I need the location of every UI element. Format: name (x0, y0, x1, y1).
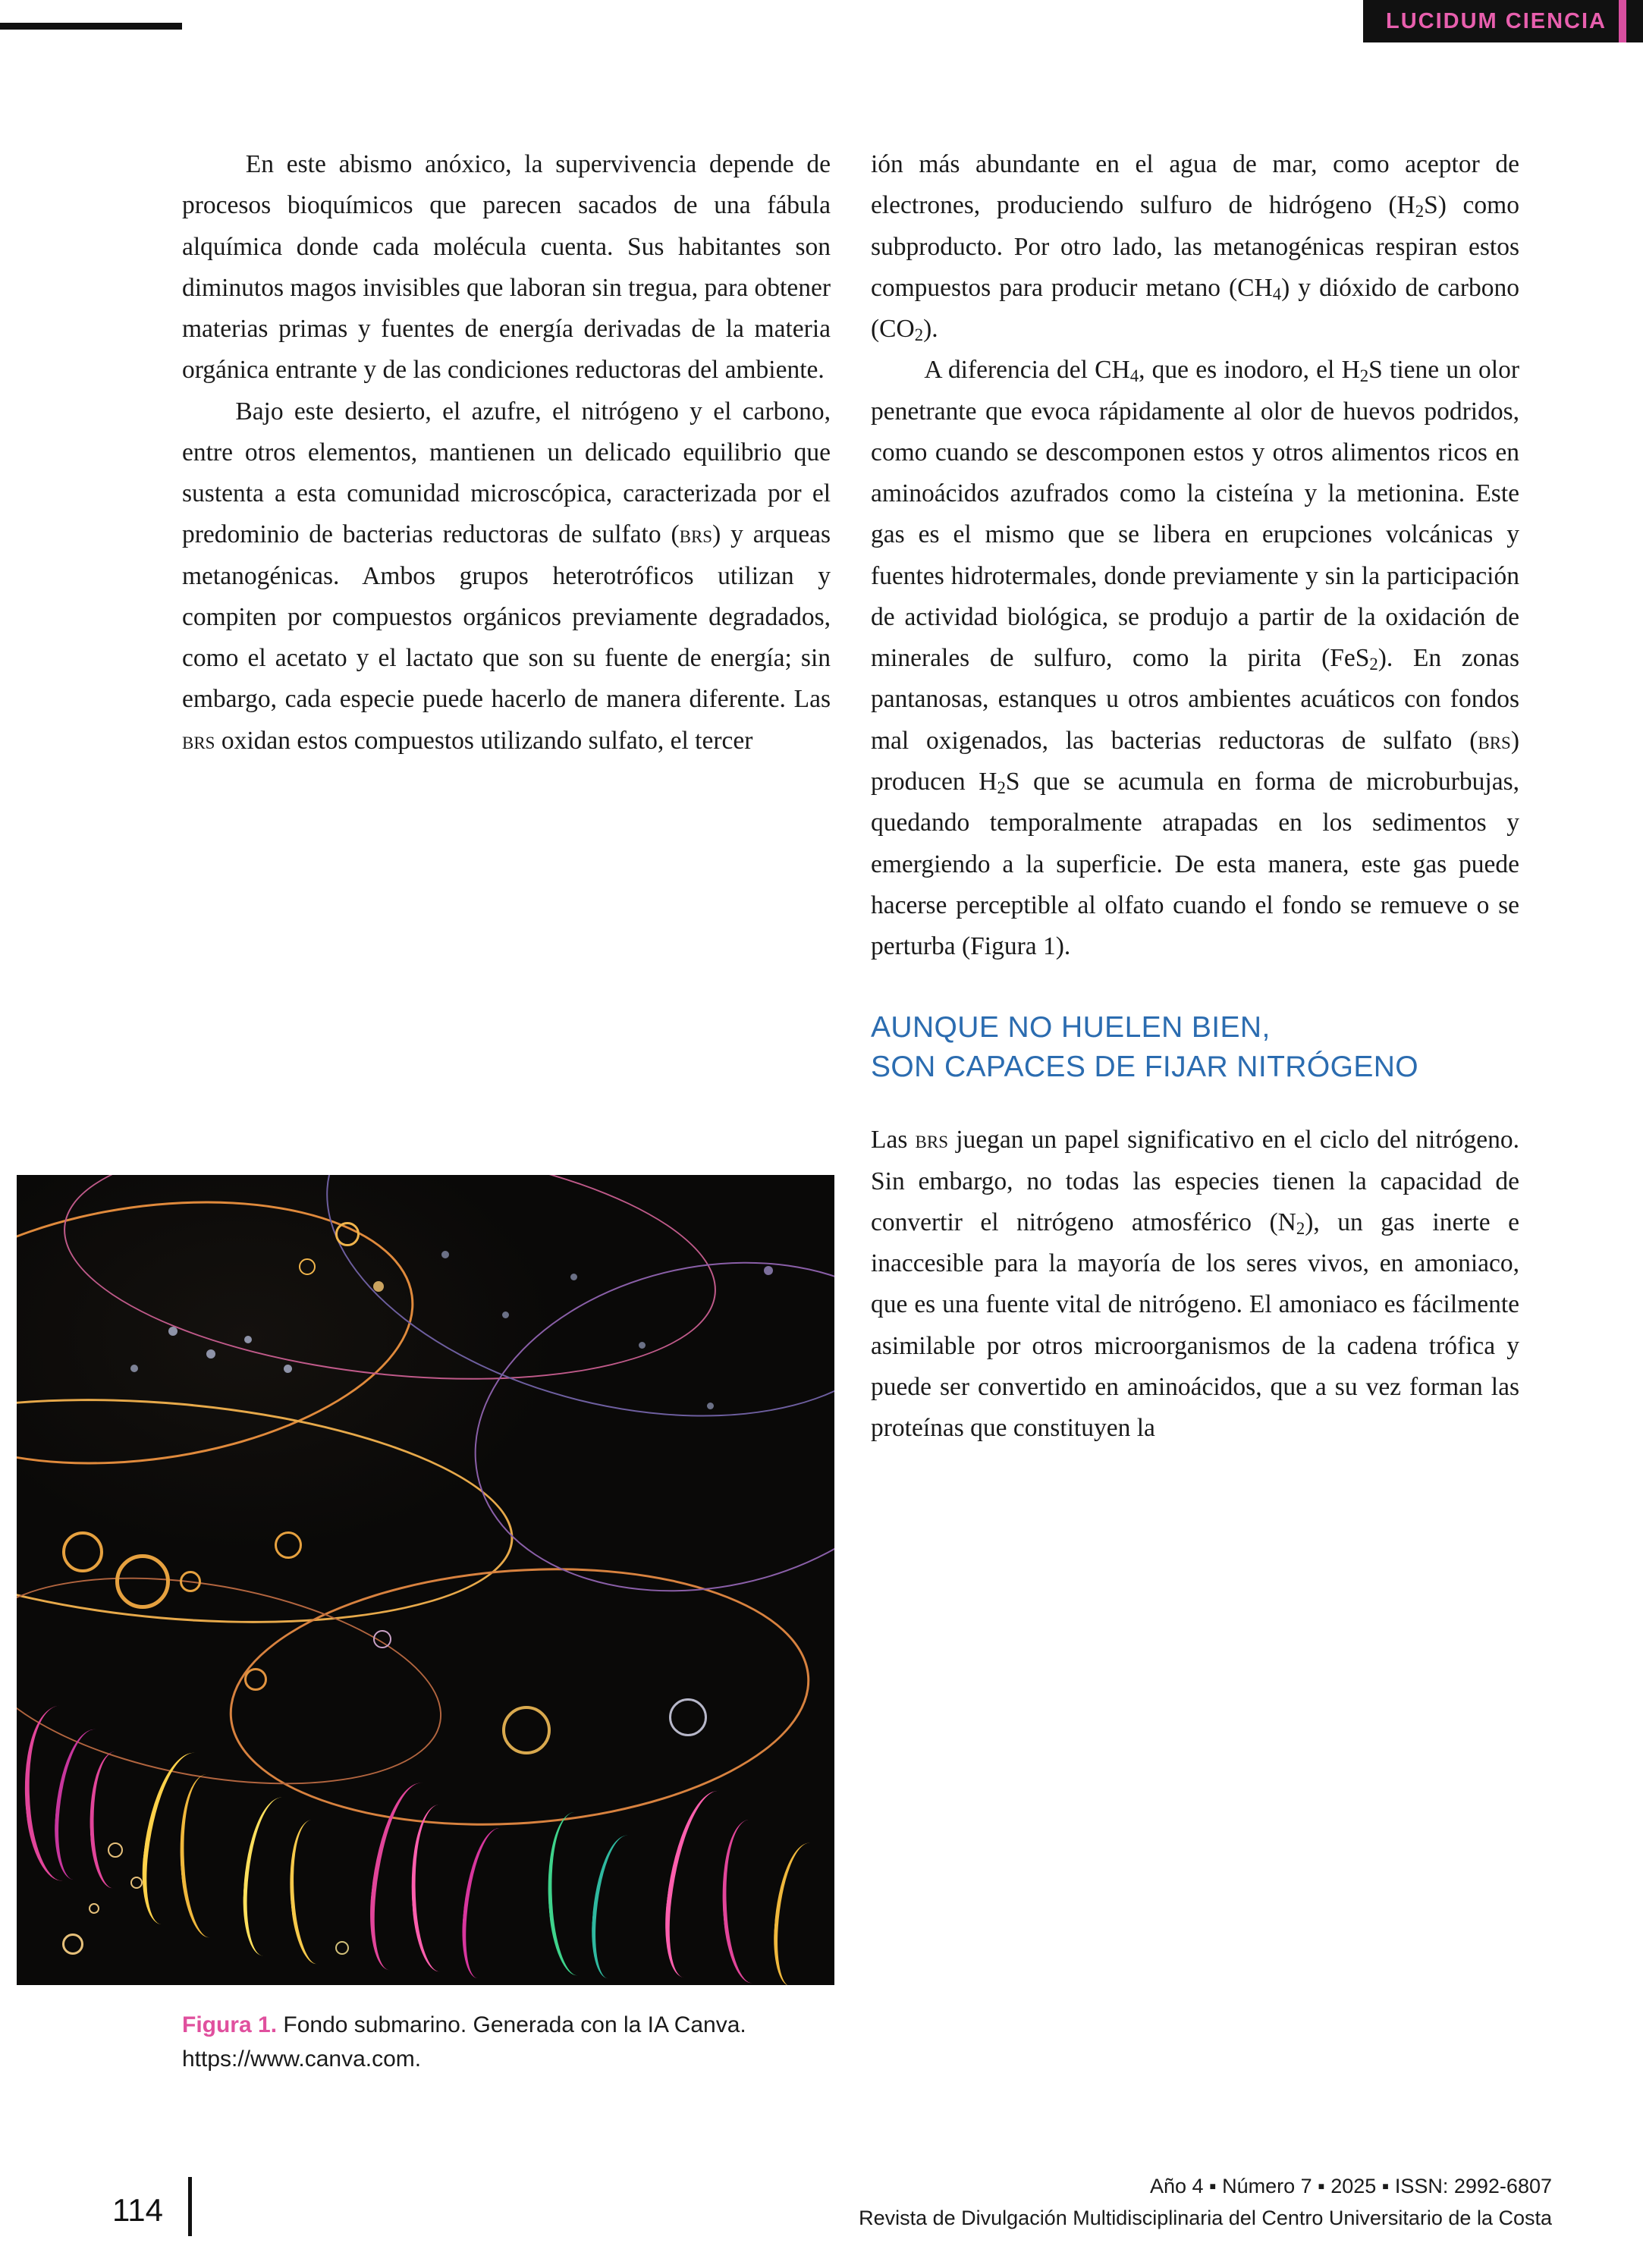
artwork-bubble (89, 1903, 99, 1914)
artwork-bubble (373, 1281, 384, 1292)
artwork-bubble (707, 1403, 714, 1409)
artwork-bubble (502, 1311, 509, 1318)
footer-divider (188, 2177, 192, 2236)
paragraph-right-3: Las brs juegan un papel significativo en el ciclo del nitrógeno. Sin embargo, no todas las especies tienen la capacidad de convertir el nitrógeno atmosférico $(N_2)$, un gas inerte e inaccesible para la mayoría de los seres vivos, en amoniaco, que es una fuente vital de nitrógeno. El amoniaco es fácilmente asimilable por otros microorganismos de la cadena trófica y puede ser convertido en aminoácidos, que a su vez forman las proteínas que constituyen la (871, 1126, 1519, 1443)
artwork-bubble (502, 1706, 551, 1754)
abbrev-brs: brs (679, 520, 713, 549)
footer-issue-line: Año 4 ▪ Número 7 ▪ 2025 ▪ ISSN: 2992-6807 (1149, 2175, 1552, 2198)
abbrev-brs: brs (1478, 726, 1511, 755)
artwork-bubble (335, 1222, 360, 1246)
artwork-bubble (180, 1571, 201, 1592)
artwork-bubble (244, 1668, 267, 1691)
artwork-bubble (373, 1630, 391, 1648)
header-accent-bar (1619, 0, 1626, 42)
artwork-bubble (441, 1251, 449, 1258)
abbrev-brs: brs (915, 1126, 949, 1154)
left-text-column (182, 144, 831, 762)
figure-1-image (17, 1175, 834, 1985)
abbrev-brs: brs (182, 726, 215, 755)
artwork-bubble (669, 1698, 707, 1736)
paragraph-left-1: En este abismo anóxico, la supervivencia depende de procesos bioquímicos que parecen sacados de una fábula alquímica donde cada molécula cuenta. Sus habitantes son diminutos magos invisibles que laboran sin tregua, para obtener materias primas y fuentes de energía derivadas de la materia orgánica entrante y de las condiciones reductoras del ambiente. (182, 150, 831, 385)
artwork-bubble (299, 1258, 316, 1275)
paragraph-right-2: A diferencia del $CH_4$, que es inodoro, el $H_2S$ tiene un olor penetrante que evoca rápidamente al olor de huevos podridos, como cuando se descomponen estos y otros alimentos ricos en aminoácidos azufrados como la cisteína y la metionina. Este gas es el mismo que se libera en erupciones volcánicas y fuentes hidrotermales, donde previamente y sin la participación de actividad biológica, se produjo a partir de la oxidación de minerales de sulfuro, como la pirita (FeS$_2$). En zonas pantanosas, estanques u otros ambientes acuáticos con fondos mal oxigenados, las bacterias reductoras de sulfato (brs) producen $H_2S$ que se acumula en forma de microburbujas, quedando temporalmente atrapadas en los sedimentos y emergiendo a la superficie. De esta manera, este gas puede hacerse perceptible al olfato cuando el fondo se remueve o se perturba (Figura 1). (871, 356, 1520, 961)
artwork-bubble (570, 1274, 577, 1280)
section-heading-line-1: AUNQUE NO HUELEN BIEN, (871, 1011, 1271, 1044)
artwork-bubble (244, 1336, 252, 1343)
artwork-bubble (275, 1531, 302, 1559)
figure-1 (17, 1175, 834, 2076)
figure-1-label: Figura 1. (182, 2012, 278, 2037)
artwork-bubble (130, 1365, 138, 1372)
artwork-bubble (168, 1327, 177, 1336)
artwork-bubble (639, 1342, 646, 1349)
artwork-bubble (206, 1349, 215, 1359)
artwork-bubble (62, 1531, 103, 1572)
header-left-rule (0, 23, 182, 30)
header-section-tag (1363, 0, 1643, 42)
section-heading-line-2: SON CAPACES DE FIJAR NITRÓGENO (871, 1050, 1419, 1083)
figure-1-caption-text: Fondo submarino. Generada con la IA Canva. https://www.canva.com. (182, 2012, 746, 2072)
page-footer (0, 2154, 1643, 2268)
figure-1-caption (17, 2008, 834, 2076)
footer-text (859, 2171, 1552, 2235)
page-number: 114 (112, 2192, 163, 2228)
paragraph-right-1: ión más abundante en el agua de mar, como aceptor de electrones, produciendo sulfuro de hidrógeno $(H_2S)$ como subproducto. Por otro lado, las metanogénicas respiran estos compuestos para producir metano $(CH_4)$ y dióxido de carbono $(CO_2)$. (871, 150, 1519, 345)
artwork-bubble (284, 1365, 292, 1373)
right-text-column (871, 144, 1519, 1449)
artwork-bubble (764, 1266, 773, 1275)
artwork-bubble (115, 1554, 170, 1609)
artwork-bubble (62, 1933, 83, 1955)
footer-journal-line: Revista de Divulgación Multidisciplinaria del Centro Universitario de la Costa (859, 2207, 1552, 2230)
header-section-tag-label: LUCIDUM CIENCIA (1386, 8, 1607, 33)
section-heading (871, 1008, 1519, 1086)
paragraph-left-2: Bajo este desierto, el azufre, el nitrógeno y el carbono, entre otros elementos, mantienen un delicado equilibrio que sustenta a esta comunidad microscópica, caracterizada por el predominio de bacterias reductoras de sulfato (brs) y arqueas metanogénicas. Ambos grupos heterotróficos utilizan y compiten por compuestos orgánicos previamente degradados, como el acetato y el lactato que son su fuente de energía; sin embargo, cada especie puede hacerlo de manera diferente. Las brs oxidan estos compuestos utilizando sulfato, el tercer (182, 397, 831, 755)
